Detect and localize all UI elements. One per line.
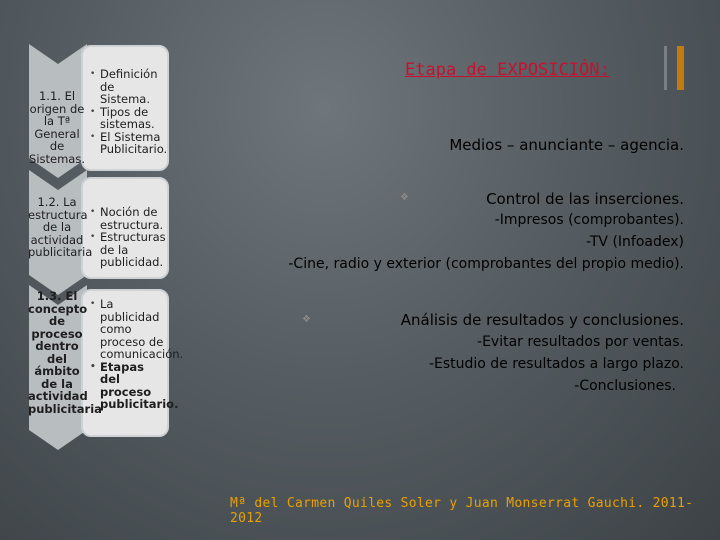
analysis-heading: Análisis de resultados y conclusiones.	[400, 311, 684, 329]
title-accent-bar-orange	[677, 46, 684, 90]
title-accent-bar	[664, 46, 667, 90]
section-1-items	[88, 68, 166, 156]
section-2-items	[88, 206, 166, 269]
section-label-1-text: 1.1. El origen de la Tª General de Sistemas.	[29, 89, 85, 166]
section-label-3	[28, 289, 102, 416]
section-label-3-text: 1.3. El concepto de proceso dentro del ámbito de la actividad publicitaria	[28, 289, 102, 416]
section-3-item: • La publicidad como proceso de comunicación.	[100, 298, 166, 361]
section-3-item: • Etapas del proceso publicitario.	[100, 361, 166, 411]
section-1-item: • Tipos de sistemas.	[100, 106, 166, 131]
section-1-item: • Definición de Sistema.	[100, 68, 166, 106]
section-label-2	[28, 195, 93, 259]
footer-credits: Mª del Carmen Quiles Soler y Juan Monserrat Gauchi. 2011-2012	[230, 496, 694, 526]
bullet-icon: ❖	[302, 314, 311, 325]
control-line-3: -Cine, radio y exterior (comprobantes del propio medio).	[288, 256, 684, 272]
analysis-line-2: -Estudio de resultados a largo plazo.	[428, 356, 684, 372]
section-3-items	[88, 297, 184, 411]
analysis-line-3: -Conclusiones.	[574, 378, 676, 394]
media-line: Medios – anunciante – agencia.	[449, 136, 684, 154]
control-heading: Control de las inserciones.	[486, 190, 684, 208]
control-line-2: -TV (Infoadex)	[586, 234, 684, 250]
analysis-line-1: -Evitar resultados por ventas.	[477, 334, 684, 350]
section-label-1	[28, 90, 86, 165]
section-1-item: • El Sistema Publicitario.	[100, 131, 166, 156]
section-label-2-text: 1.2. La estructura de la actividad publicitaria	[28, 195, 93, 259]
section-2-item: • Noción de estructura.	[100, 206, 166, 231]
slide-title: Etapa de EXPOSICIÓN:	[405, 60, 610, 80]
section-2-item: • Estructuras de la publicidad.	[100, 231, 166, 269]
bullet-icon: ❖	[400, 192, 409, 203]
control-line-1: -Impresos (comprobantes).	[494, 212, 684, 228]
